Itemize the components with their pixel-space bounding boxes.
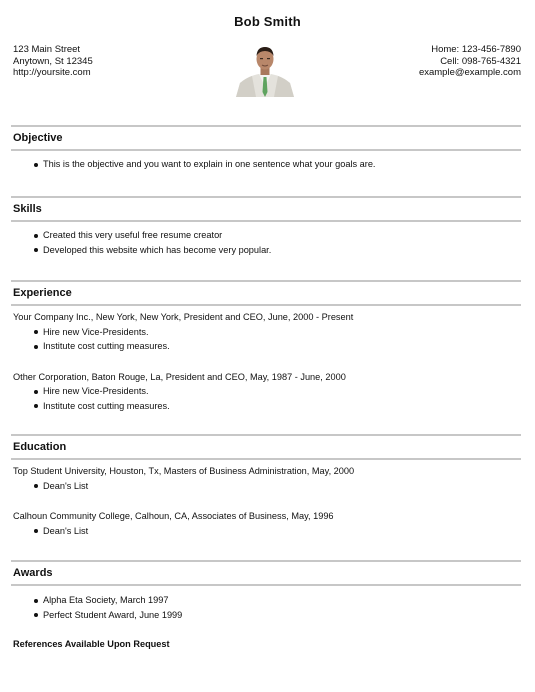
awards-list <box>11 593 521 622</box>
list-item: Hire new Vice-Presidents. <box>11 384 521 399</box>
list-item: Hire new Vice-Presidents. <box>11 325 521 340</box>
list-item: Institute cost cutting measures. <box>11 399 521 414</box>
education-entry <box>11 509 521 538</box>
address-line-1: 123 Main Street <box>13 44 81 55</box>
list-item: Dean's List <box>11 479 521 494</box>
experience-entry-heading: Your Company Inc., New York, New York, President and CEO, June, 2000 - Present <box>13 312 354 322</box>
list-item: Created this very useful free resume creator <box>11 228 521 243</box>
divider <box>11 458 521 460</box>
experience-entry-list <box>11 325 521 354</box>
list-item: Alpha Eta Society, March 1997 <box>11 593 521 608</box>
list-item: Perfect Student Award, June 1999 <box>11 608 521 623</box>
education-entry-heading: Calhoun Community College, Calhoun, CA, Associates of Business, May, 1996 <box>13 511 334 521</box>
education-entry-heading: Top Student University, Houston, Tx, Masters of Business Administration, May, 2000 <box>13 466 355 476</box>
resume-name: Bob Smith <box>234 14 301 29</box>
skills-section <box>11 196 521 257</box>
list-item: Institute cost cutting measures. <box>11 339 521 354</box>
website-link[interactable]: http://yoursite.com <box>13 67 91 78</box>
divider <box>11 304 521 306</box>
profile-photo-image <box>234 43 296 97</box>
experience-entry <box>11 310 521 354</box>
awards-section <box>11 560 521 622</box>
objective-section <box>11 125 521 172</box>
divider <box>11 149 521 151</box>
list-item: Dean's List <box>11 524 521 539</box>
divider <box>11 220 521 222</box>
skills-heading: Skills <box>13 203 42 215</box>
education-entry-list <box>11 479 521 494</box>
list-item: This is the objective and you want to explain in one sentence what your goals are. <box>11 157 521 172</box>
education-section <box>11 434 521 538</box>
list-item: Developed this website which has become very popular. <box>11 243 521 258</box>
experience-section <box>11 280 521 413</box>
education-heading: Education <box>13 441 67 453</box>
experience-heading: Experience <box>13 287 72 299</box>
profile-photo <box>234 43 296 97</box>
email-link[interactable]: example@example.com <box>418 67 521 78</box>
references-note: References Available Upon Request <box>13 639 170 649</box>
experience-entry-heading: Other Corporation, Baton Rouge, La, President and CEO, May, 1987 - June, 2000 <box>13 371 346 382</box>
experience-entry-list <box>11 384 521 413</box>
objective-heading: Objective <box>13 132 63 144</box>
education-entry <box>11 464 521 493</box>
awards-heading: Awards <box>13 567 53 579</box>
objective-list <box>11 157 521 172</box>
address-line-2: Anytown, St 12345 <box>13 55 93 67</box>
address-block <box>13 44 93 79</box>
skills-list <box>11 228 521 257</box>
experience-entry <box>11 370 521 414</box>
phone-email-block <box>419 44 521 79</box>
cell-phone: Cell: 098-765-4321 <box>440 55 521 67</box>
divider <box>11 584 521 586</box>
home-phone: Home: 123-456-7890 <box>431 44 521 55</box>
education-entry-list <box>11 524 521 539</box>
